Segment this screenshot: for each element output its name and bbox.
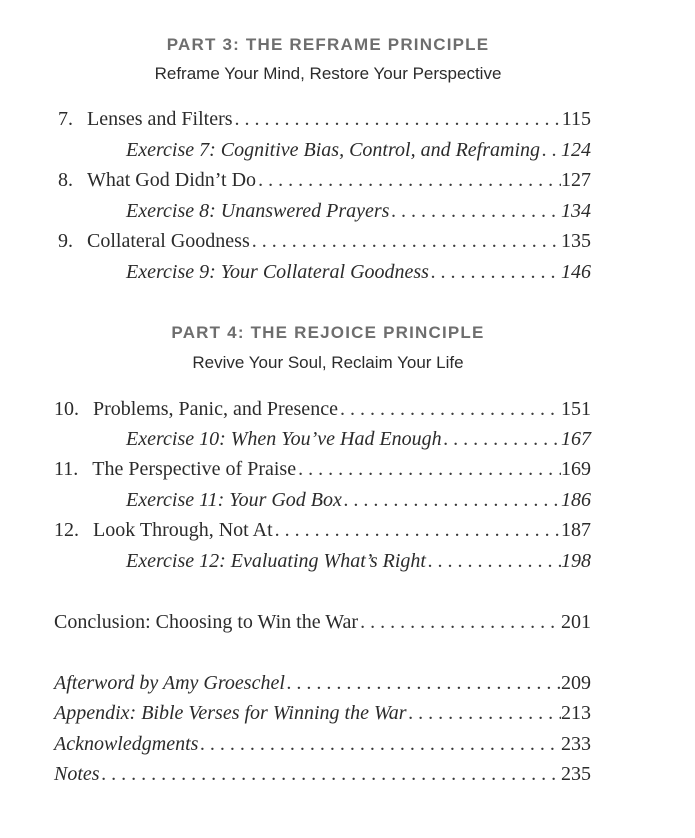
page-number: 198 bbox=[561, 550, 591, 572]
part-3-subtitle: Reframe Your Mind, Restore Your Perspective bbox=[154, 64, 502, 83]
entry-title: Exercise 11: Your God Box bbox=[126, 489, 342, 511]
chapter-number: 10. bbox=[54, 398, 79, 420]
chapter-number: 7. bbox=[58, 108, 73, 130]
entry-title: Conclusion: Choosing to Win the War bbox=[54, 611, 359, 633]
toc-exercise-entry[interactable] bbox=[126, 548, 591, 574]
page-number: 124 bbox=[561, 139, 591, 161]
page-number: 201 bbox=[561, 611, 591, 633]
toc-entry[interactable] bbox=[58, 106, 591, 132]
entry-title: Afterword by Amy Groeschel bbox=[54, 672, 285, 694]
chapter-number: 11. bbox=[54, 458, 79, 480]
dot-leader bbox=[285, 670, 561, 696]
toc-backmatter-entry[interactable] bbox=[54, 761, 591, 787]
entry-title: Exercise 8: Unanswered Prayers bbox=[126, 200, 390, 222]
entry-title: Notes bbox=[54, 763, 100, 785]
toc-entry[interactable] bbox=[54, 396, 591, 422]
dot-leader bbox=[389, 198, 561, 224]
toc-exercise-entry[interactable] bbox=[126, 426, 591, 452]
toc-exercise-entry[interactable] bbox=[126, 198, 591, 224]
toc-conclusion-entry[interactable] bbox=[54, 609, 591, 635]
dot-leader bbox=[407, 700, 561, 726]
page-number: 127 bbox=[561, 169, 591, 191]
page-number: 186 bbox=[561, 489, 591, 511]
page-number: 209 bbox=[561, 672, 591, 694]
page-number: 146 bbox=[561, 261, 591, 283]
entry-title: Exercise 7: Cognitive Bias, Control, and Reframing bbox=[126, 139, 541, 161]
entry-title: Exercise 10: When You’ve Had Enough bbox=[126, 428, 442, 450]
entry-title: Look Through, Not At bbox=[93, 519, 273, 541]
toc-backmatter-entry[interactable] bbox=[54, 670, 591, 696]
page-number: 135 bbox=[561, 230, 591, 252]
entry-title: Appendix: Bible Verses for Winning the War bbox=[54, 702, 407, 724]
toc-entry[interactable] bbox=[54, 456, 591, 482]
dot-leader bbox=[442, 426, 561, 452]
toc-entry[interactable] bbox=[54, 517, 591, 543]
entry-title: The Perspective of Praise bbox=[92, 458, 297, 480]
toc-entry[interactable] bbox=[58, 167, 591, 193]
dot-leader bbox=[429, 259, 561, 285]
dot-leader bbox=[100, 761, 561, 787]
dot-leader bbox=[426, 548, 561, 574]
toc-backmatter-entry[interactable] bbox=[54, 731, 591, 757]
dot-leader bbox=[256, 167, 561, 193]
dot-leader bbox=[296, 456, 561, 482]
entry-title: Exercise 12: Evaluating What’s Right bbox=[126, 550, 426, 572]
dot-leader bbox=[338, 396, 561, 422]
page-number: 213 bbox=[561, 702, 591, 724]
toc-exercise-entry[interactable] bbox=[126, 259, 591, 285]
entry-title: Lenses and Filters bbox=[87, 108, 233, 130]
page-number: 151 bbox=[561, 398, 591, 420]
dot-leader bbox=[342, 487, 561, 513]
part-4-heading: PART 4: THE REJOICE PRINCIPLE bbox=[171, 323, 485, 342]
page-number: 134 bbox=[561, 200, 591, 222]
page-number: 187 bbox=[561, 519, 591, 541]
chapter-number: 12. bbox=[54, 519, 79, 541]
part-4-subtitle: Revive Your Soul, Reclaim Your Life bbox=[192, 353, 464, 372]
dot-leader bbox=[540, 137, 561, 163]
page-number: 115 bbox=[561, 108, 591, 130]
dot-leader bbox=[273, 517, 561, 543]
chapter-number: 8. bbox=[58, 169, 73, 191]
dot-leader bbox=[198, 731, 561, 757]
toc-exercise-entry[interactable] bbox=[126, 137, 591, 163]
page-number: 167 bbox=[561, 428, 591, 450]
chapter-number: 9. bbox=[58, 230, 73, 252]
entry-title: Collateral Goodness bbox=[87, 230, 250, 252]
entry-title: Exercise 9: Your Collateral Goodness bbox=[126, 261, 429, 283]
entry-title: What God Didn’t Do bbox=[87, 169, 257, 191]
dot-leader bbox=[358, 609, 561, 635]
entry-title: Acknowledgments bbox=[54, 733, 199, 755]
dot-leader bbox=[233, 106, 562, 132]
page-number: 233 bbox=[561, 733, 591, 755]
page-number: 169 bbox=[561, 458, 591, 480]
toc-exercise-entry[interactable] bbox=[126, 487, 591, 513]
toc-entry[interactable] bbox=[58, 228, 591, 254]
page-number: 235 bbox=[561, 763, 591, 785]
entry-title: Problems, Panic, and Presence bbox=[93, 398, 338, 420]
toc-backmatter-entry[interactable] bbox=[54, 700, 591, 726]
part-3-heading: PART 3: THE REFRAME PRINCIPLE bbox=[166, 35, 490, 54]
dot-leader bbox=[250, 228, 561, 254]
